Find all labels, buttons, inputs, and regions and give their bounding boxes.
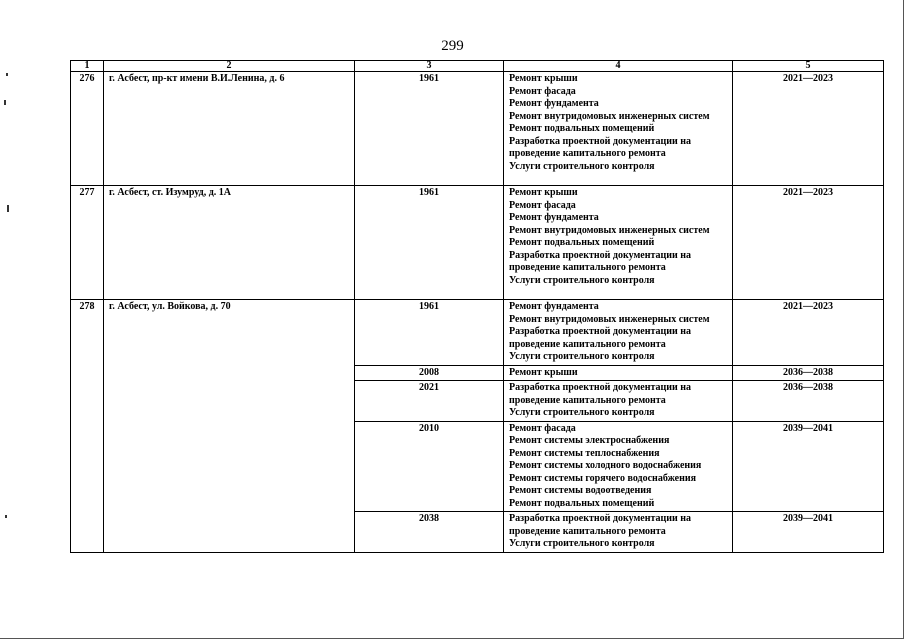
works-list (504, 381, 733, 422)
build-year: 1961 (355, 300, 504, 366)
work-item: Ремонт системы холодного водоснабжения (509, 460, 702, 471)
repair-period: 2036—2038 (733, 381, 884, 422)
work-item: проведение капитального ремонта (509, 262, 666, 273)
table-body (71, 72, 884, 553)
column-header: 1 (71, 61, 104, 72)
work-item: Ремонт системы горячего водоснабжения (509, 472, 697, 484)
table-row (71, 300, 884, 366)
work-item: проведение капитального ремонта (509, 525, 666, 537)
works-list (504, 365, 733, 381)
repair-period: 2036—2038 (733, 365, 884, 381)
table-row (71, 72, 884, 186)
repair-period: 2039—2041 (733, 512, 884, 553)
works-list (504, 72, 733, 186)
build-year: 2038 (355, 512, 504, 553)
work-item: Услуги строительного контроля (509, 538, 655, 549)
entry-address: г. Асбест, ст. Изумруд, д. 1А (104, 186, 355, 300)
column-header: 5 (733, 61, 884, 72)
work-item: Разработка проектной документации на (509, 326, 692, 337)
work-item: проведение капитального ремонта (509, 148, 666, 159)
capital-repair-table (70, 60, 884, 553)
work-item: Услуги строительного контроля (509, 351, 655, 362)
column-header: 2 (104, 61, 355, 72)
scan-speck (5, 515, 7, 518)
repair-period: 2021—2023 (733, 186, 884, 300)
work-item: Разработка проектной документации на (509, 513, 692, 524)
scan-speck (7, 205, 9, 212)
scan-speck (4, 100, 6, 105)
work-item: Ремонт фундамента (509, 301, 599, 312)
works-list (504, 186, 733, 300)
entry-number: 277 (71, 186, 104, 300)
work-item: Разработка проектной документации на (509, 135, 692, 147)
works-list (504, 512, 733, 553)
scan-speck (6, 73, 8, 76)
table-row (71, 186, 884, 300)
works-list (504, 300, 733, 366)
work-item: Услуги строительного контроля (509, 274, 655, 286)
build-year: 2010 (355, 421, 504, 512)
repair-period: 2021—2023 (733, 300, 884, 366)
build-year: 2008 (355, 365, 504, 381)
work-item: Ремонт подвальных помещений (509, 123, 655, 134)
work-item: Услуги строительного контроля (509, 160, 655, 172)
work-item: Ремонт подвальных помещений (509, 497, 655, 509)
work-item: Ремонт системы электроснабжения (509, 435, 670, 446)
build-year: 1961 (355, 186, 504, 300)
work-item: Разработка проектной документации на (509, 382, 692, 393)
page-number: 299 (441, 38, 464, 54)
work-item: проведение капитального ремонта (509, 338, 666, 350)
work-item: Ремонт внутридомовых инженерных систем (509, 313, 710, 325)
entry-address: г. Асбест, пр-кт имени В.И.Ленина, д. 6 (104, 72, 355, 186)
work-item: Ремонт подвальных помещений (509, 237, 655, 248)
repair-period: 2021—2023 (733, 72, 884, 186)
column-header: 3 (355, 61, 504, 72)
build-year: 2021 (355, 381, 504, 422)
work-item: Ремонт крыши (509, 366, 578, 378)
build-year: 1961 (355, 72, 504, 186)
table-header-row (71, 61, 884, 72)
work-item: Ремонт крыши (509, 73, 578, 84)
work-item: Ремонт фундамента (509, 212, 599, 223)
work-item: Услуги строительного контроля (509, 407, 655, 418)
work-item: Ремонт фасада (509, 199, 576, 211)
work-item: проведение капитального ремонта (509, 394, 666, 406)
work-item: Ремонт внутридомовых инженерных систем (509, 110, 710, 122)
work-item: Ремонт фундамента (509, 98, 599, 109)
work-item: Ремонт фасада (509, 85, 576, 97)
repair-period: 2039—2041 (733, 421, 884, 512)
entry-number: 278 (71, 300, 104, 553)
work-item: Разработка проектной документации на (509, 249, 692, 261)
column-header: 4 (504, 61, 733, 72)
work-item: Ремонт внутридомовых инженерных систем (509, 224, 710, 236)
work-item: Ремонт фасада (509, 422, 576, 434)
entry-address: г. Асбест, ул. Войкова, д. 70 (104, 300, 355, 553)
works-list (504, 421, 733, 512)
work-item: Ремонт крыши (509, 187, 578, 198)
work-item: Ремонт системы водоотведения (509, 485, 652, 496)
entry-number: 276 (71, 72, 104, 186)
work-item: Ремонт системы теплоснабжения (509, 447, 660, 459)
